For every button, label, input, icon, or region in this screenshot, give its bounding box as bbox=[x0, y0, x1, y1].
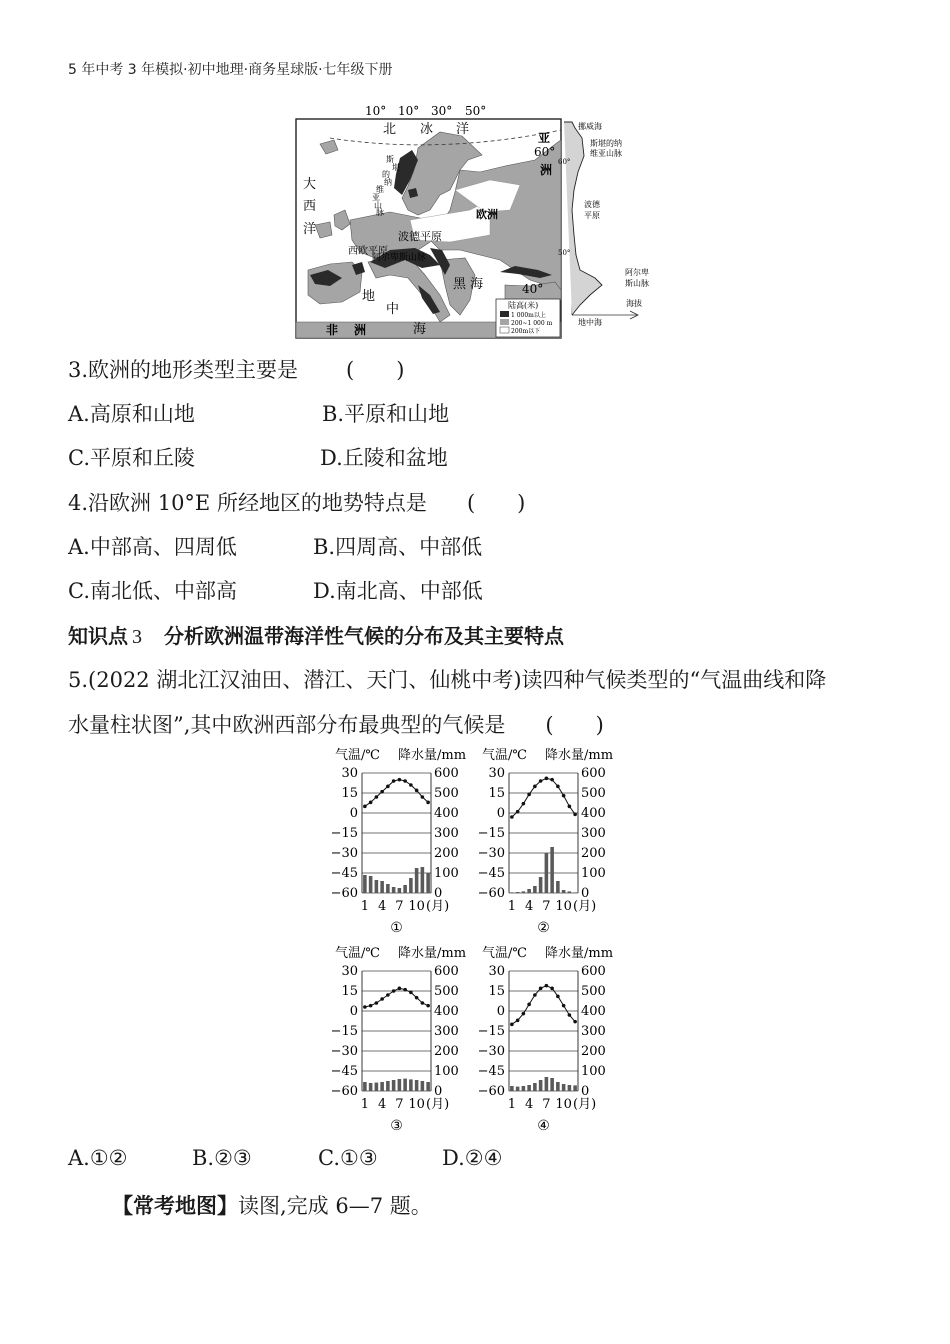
profile-label: 阿尔卑 bbox=[625, 268, 649, 277]
map-label: 纳 bbox=[384, 178, 392, 187]
precip-tick-label: 0 bbox=[581, 886, 590, 901]
temp-point bbox=[369, 1004, 373, 1008]
precip-tick-label: 0 bbox=[434, 1084, 443, 1099]
precip-bar bbox=[568, 1085, 572, 1091]
temp-line bbox=[512, 986, 575, 1025]
precip-tick-label: 600 bbox=[434, 964, 459, 979]
month-tick-label: 7 bbox=[395, 899, 404, 914]
profile-label: 60° bbox=[558, 158, 571, 166]
precip-bar bbox=[545, 853, 549, 893]
profile-label: 波德 bbox=[584, 200, 600, 209]
map-label: 洋 bbox=[303, 222, 317, 237]
precip-tick-label: 400 bbox=[434, 1004, 459, 1019]
temp-tick-label: −15 bbox=[477, 826, 505, 841]
month-tick-label: 10 bbox=[555, 1097, 572, 1112]
month-tick-label: 1 bbox=[507, 1097, 517, 1112]
precip-bar bbox=[556, 1082, 560, 1091]
temp-point bbox=[398, 987, 402, 991]
temp-point bbox=[533, 993, 537, 997]
precip-tick-label: 0 bbox=[434, 886, 443, 901]
precip-bar bbox=[409, 878, 413, 893]
temp-point bbox=[363, 1005, 367, 1009]
precip-tick-label: 300 bbox=[434, 1024, 459, 1039]
map-label: 冰 bbox=[420, 122, 434, 137]
precip-tick-label: 100 bbox=[581, 866, 606, 881]
precip-bar bbox=[562, 1084, 566, 1091]
map-label: 阿尔卑斯山脉 bbox=[372, 253, 427, 263]
precip-tick-label: 300 bbox=[581, 1024, 606, 1039]
temp-point bbox=[409, 991, 413, 995]
temp-point bbox=[375, 1001, 379, 1005]
temp-point bbox=[568, 805, 572, 809]
precip-tick-label: 500 bbox=[581, 984, 606, 999]
temp-point bbox=[421, 795, 425, 799]
profile-label: 地中海 bbox=[578, 318, 602, 327]
precip-tick-label: 600 bbox=[434, 766, 459, 781]
month-tick-label: 1 bbox=[360, 899, 370, 914]
temp-point bbox=[415, 996, 419, 1000]
temp-tick-label: −15 bbox=[330, 826, 358, 841]
map-lon-label: 10° bbox=[365, 104, 387, 118]
map-label: 大 bbox=[303, 177, 317, 192]
map-legend bbox=[496, 299, 560, 337]
precip-tick-label: 600 bbox=[581, 964, 606, 979]
temp-point bbox=[510, 1023, 514, 1027]
precip-bar bbox=[426, 873, 430, 893]
q4-option-c[interactable]: C.南北低、中部高 bbox=[68, 579, 237, 603]
temp-point bbox=[369, 801, 373, 805]
precip-bar bbox=[363, 1082, 367, 1091]
legend-item: 1 000m以上 bbox=[511, 312, 546, 319]
chart-number-label: ② bbox=[537, 920, 550, 936]
map-label: 西欧平原 bbox=[348, 246, 388, 257]
precip-axis-title: 降水量/mm bbox=[398, 946, 467, 961]
precip-bar bbox=[562, 890, 566, 893]
profile-label: 平原 bbox=[584, 211, 600, 220]
precip-tick-label: 600 bbox=[581, 766, 606, 781]
q5-option-c[interactable]: C.①③ bbox=[318, 1146, 378, 1170]
chart-number-label: ③ bbox=[390, 1118, 403, 1134]
precip-bar bbox=[573, 1085, 577, 1091]
temp-tick-label: −45 bbox=[330, 866, 358, 881]
q4-stem-text: 4.沿欧洲 10°E 所经地区的地势特点是 bbox=[68, 491, 427, 515]
temp-point bbox=[403, 779, 407, 783]
precip-bar bbox=[415, 1080, 419, 1091]
temp-tick-label: −30 bbox=[330, 846, 358, 861]
chart-number-label: ④ bbox=[537, 1118, 550, 1134]
month-tick-label: 10 bbox=[555, 899, 572, 914]
temp-point bbox=[522, 1012, 526, 1016]
precip-tick-label: 400 bbox=[434, 806, 459, 821]
month-axis-label: (月) bbox=[573, 1097, 597, 1112]
temp-axis-title: 气温/℃ bbox=[335, 946, 380, 961]
month-axis-label: (月) bbox=[573, 899, 597, 914]
kp-title: 分析欧洲温带海洋性气候的分布及其主要特点 bbox=[164, 624, 564, 648]
temp-point bbox=[398, 778, 402, 782]
map-label: 洋 bbox=[456, 122, 470, 137]
precip-bar bbox=[426, 1082, 430, 1091]
q4-option-b[interactable]: B.四周高、中部低 bbox=[313, 535, 483, 559]
map-label: 脉 bbox=[376, 208, 384, 217]
precip-bar bbox=[409, 1079, 413, 1091]
temp-tick-label: −30 bbox=[477, 1044, 505, 1059]
q4-option-d[interactable]: D.南北高、中部低 bbox=[313, 579, 483, 603]
precip-bar bbox=[510, 892, 514, 893]
profile-label: 50° bbox=[558, 249, 571, 257]
precip-tick-label: 100 bbox=[434, 1064, 459, 1079]
month-tick-label: 4 bbox=[524, 1097, 534, 1112]
map-label: 亚 bbox=[372, 193, 380, 202]
precip-bar bbox=[539, 1080, 543, 1091]
precip-bar bbox=[386, 1081, 390, 1091]
elevation-profile bbox=[558, 121, 649, 327]
map-label: 维 bbox=[376, 185, 384, 194]
temp-point bbox=[426, 801, 430, 805]
precip-tick-label: 400 bbox=[581, 1004, 606, 1019]
q5-stem-line1: 5.(2022 湖北江汉油田、潜江、天门、仙桃中考)读四种气候类型的“气温曲线和降 bbox=[68, 668, 827, 692]
map-label: 斯 bbox=[386, 155, 394, 164]
precip-tick-label: 100 bbox=[581, 1064, 606, 1079]
precip-axis-title: 降水量/mm bbox=[398, 748, 467, 763]
precip-bar bbox=[421, 867, 425, 893]
precip-tick-label: 300 bbox=[434, 826, 459, 841]
temp-tick-label: 30 bbox=[488, 766, 505, 781]
temp-point bbox=[550, 987, 554, 991]
temp-point bbox=[363, 805, 367, 809]
precip-bar bbox=[375, 1083, 379, 1091]
chart-number-label: ① bbox=[390, 920, 403, 936]
map-label: 亚 bbox=[538, 131, 551, 145]
map-label: 海 bbox=[413, 322, 427, 337]
month-tick-label: 1 bbox=[360, 1097, 370, 1112]
kp-label: 知识点 bbox=[68, 624, 128, 648]
q3-answer-blank: ( ) bbox=[346, 358, 405, 382]
q5-stem-line2 bbox=[68, 709, 604, 739]
precip-tick-label: 0 bbox=[581, 1084, 590, 1099]
precip-bar bbox=[398, 888, 402, 893]
q5-answer-blank: ( ) bbox=[545, 713, 604, 737]
precip-tick-label: 500 bbox=[434, 984, 459, 999]
temp-tick-label: −15 bbox=[330, 1024, 358, 1039]
map-prompt bbox=[112, 1190, 432, 1220]
temp-tick-label: 0 bbox=[349, 806, 358, 821]
temp-point bbox=[539, 987, 543, 991]
prompt-text: 读图,完成 6—7 题。 bbox=[238, 1194, 432, 1218]
precip-bar bbox=[392, 887, 396, 893]
legend-title: 陆高(米) bbox=[508, 301, 539, 310]
temp-tick-label: −60 bbox=[330, 1084, 358, 1099]
month-tick-label: 4 bbox=[377, 899, 387, 914]
precip-bar bbox=[369, 1083, 373, 1091]
precip-axis-title: 降水量/mm bbox=[545, 946, 614, 961]
q3-option-d[interactable]: D.丘陵和盆地 bbox=[320, 446, 448, 470]
temp-tick-label: −45 bbox=[330, 1064, 358, 1079]
temp-point bbox=[573, 1020, 577, 1024]
temp-tick-label: 0 bbox=[349, 1004, 358, 1019]
precip-bar bbox=[533, 1083, 537, 1091]
temp-tick-label: 0 bbox=[496, 1004, 505, 1019]
precip-bar bbox=[556, 881, 560, 893]
profile-label: 海拔 bbox=[626, 299, 642, 308]
precip-axis-title: 降水量/mm bbox=[545, 748, 614, 763]
precip-tick-label: 200 bbox=[434, 1044, 459, 1059]
temp-point bbox=[386, 993, 390, 997]
precip-tick-label: 100 bbox=[434, 866, 459, 881]
precip-bar bbox=[380, 1082, 384, 1091]
temp-point bbox=[421, 1001, 425, 1005]
precip-bar bbox=[375, 880, 379, 893]
temp-tick-label: −30 bbox=[330, 1044, 358, 1059]
temp-point bbox=[573, 813, 577, 817]
legend-item: 200~1 000 m bbox=[511, 320, 553, 327]
map-lon-label: 10° bbox=[398, 104, 420, 118]
map-label: 洲 bbox=[540, 163, 553, 177]
map-label: 西 bbox=[303, 199, 317, 214]
temp-point bbox=[516, 810, 520, 814]
temp-point bbox=[568, 1013, 572, 1017]
q5-option-a[interactable]: A.①② bbox=[68, 1146, 128, 1170]
precip-bar bbox=[573, 892, 577, 893]
temp-axis-title: 气温/℃ bbox=[335, 748, 380, 763]
temp-point bbox=[375, 795, 379, 799]
temp-tick-label: 30 bbox=[341, 964, 358, 979]
precip-bar bbox=[369, 876, 373, 893]
month-axis-label: (月) bbox=[426, 899, 450, 914]
map-lon-label: 30° bbox=[431, 104, 453, 118]
europe-map-figure bbox=[290, 100, 670, 342]
temp-point bbox=[409, 783, 413, 787]
page-header: 5 年中考 3 年模拟·初中地理·商务星球版·七年级下册 bbox=[68, 62, 393, 78]
q3-stem bbox=[68, 354, 404, 384]
q5-option-b[interactable]: B.②③ bbox=[192, 1146, 252, 1170]
month-tick-label: 7 bbox=[395, 1097, 404, 1112]
precip-bar bbox=[510, 1086, 514, 1091]
profile-label: 挪威海 bbox=[578, 122, 602, 131]
precip-bar bbox=[539, 877, 543, 893]
map-label: 洲 bbox=[354, 323, 367, 337]
temp-point bbox=[426, 1004, 430, 1008]
precip-tick-label: 500 bbox=[581, 786, 606, 801]
month-tick-label: 10 bbox=[408, 1097, 425, 1112]
temp-point bbox=[533, 785, 537, 789]
temp-tick-label: −60 bbox=[477, 886, 505, 901]
precip-tick-label: 200 bbox=[581, 846, 606, 861]
temp-point bbox=[527, 1003, 531, 1007]
month-tick-label: 1 bbox=[507, 899, 517, 914]
precip-bar bbox=[516, 892, 520, 893]
precip-tick-label: 400 bbox=[581, 806, 606, 821]
knowledge-point-heading bbox=[68, 620, 564, 649]
precip-tick-label: 300 bbox=[581, 826, 606, 841]
temp-point bbox=[550, 778, 554, 782]
temp-tick-label: −45 bbox=[477, 1064, 505, 1079]
map-label: 堪 bbox=[392, 163, 400, 172]
temp-line bbox=[512, 778, 575, 817]
precip-bar bbox=[380, 881, 384, 893]
q5-stem-text: 水量柱状图”,其中欧洲西部分布最典型的气候是 bbox=[68, 713, 506, 737]
map-label: 60° bbox=[534, 145, 556, 159]
temp-axis-title: 气温/℃ bbox=[482, 748, 527, 763]
temp-point bbox=[562, 794, 566, 798]
precip-tick-label: 200 bbox=[434, 846, 459, 861]
temp-tick-label: −60 bbox=[477, 1084, 505, 1099]
temp-tick-label: −15 bbox=[477, 1024, 505, 1039]
q3-option-b[interactable]: B.平原和山地 bbox=[322, 402, 450, 426]
month-tick-label: 7 bbox=[542, 1097, 551, 1112]
temp-point bbox=[539, 779, 543, 783]
temp-point bbox=[510, 815, 514, 819]
temp-tick-label: 15 bbox=[488, 984, 505, 999]
precip-bar bbox=[568, 891, 572, 893]
month-tick-label: 4 bbox=[524, 899, 534, 914]
temp-tick-label: −60 bbox=[330, 886, 358, 901]
precip-bar bbox=[403, 885, 407, 893]
temp-point bbox=[392, 779, 396, 783]
profile-label: 维亚山脉 bbox=[590, 149, 622, 158]
temp-point bbox=[545, 984, 549, 988]
map-label: 40° bbox=[522, 282, 544, 296]
month-tick-label: 7 bbox=[542, 899, 551, 914]
precip-bar bbox=[550, 847, 554, 893]
temp-tick-label: 15 bbox=[488, 786, 505, 801]
q4-stem bbox=[68, 487, 525, 517]
temp-point bbox=[380, 790, 384, 794]
map-label: 山 bbox=[374, 201, 382, 210]
month-tick-label: 4 bbox=[377, 1097, 387, 1112]
temp-tick-label: −45 bbox=[477, 866, 505, 881]
map-label: 北 bbox=[383, 122, 397, 137]
month-tick-label: 10 bbox=[408, 899, 425, 914]
temp-point bbox=[415, 789, 419, 793]
temp-tick-label: 15 bbox=[341, 984, 358, 999]
climate-charts bbox=[326, 740, 626, 1140]
precip-bar bbox=[392, 1080, 396, 1091]
precip-bar bbox=[522, 1086, 526, 1091]
temp-point bbox=[556, 785, 560, 789]
map-label: 欧洲 bbox=[476, 208, 498, 221]
temp-point bbox=[392, 989, 396, 993]
temp-point bbox=[545, 777, 549, 781]
map-label: 的 bbox=[382, 170, 390, 179]
temp-point bbox=[522, 802, 526, 806]
profile-label: 斯堪的纳 bbox=[590, 139, 622, 148]
temp-tick-label: −30 bbox=[477, 846, 505, 861]
map-label: 波德平原 bbox=[398, 230, 442, 243]
kp-number: 3 bbox=[132, 626, 142, 648]
q3-option-c[interactable]: C.平原和丘陵 bbox=[68, 446, 195, 470]
map-label: 中 bbox=[386, 302, 400, 317]
q3-option-a[interactable]: A.高原和山地 bbox=[68, 402, 195, 426]
temp-point bbox=[556, 995, 560, 999]
map-label: 非 bbox=[326, 323, 339, 337]
prompt-bracket: 【常考地图】 bbox=[112, 1194, 238, 1218]
temp-point bbox=[527, 793, 531, 797]
temp-point bbox=[380, 997, 384, 1001]
temp-point bbox=[386, 785, 390, 789]
temp-tick-label: 0 bbox=[496, 806, 505, 821]
temp-axis-title: 气温/℃ bbox=[482, 946, 527, 961]
temp-tick-label: 30 bbox=[341, 766, 358, 781]
precip-tick-label: 500 bbox=[434, 786, 459, 801]
precip-bar bbox=[533, 886, 537, 893]
precip-bar bbox=[527, 1085, 531, 1091]
q4-option-a[interactable]: A.中部高、四周低 bbox=[68, 535, 237, 559]
q3-stem-text: 3.欧洲的地形类型主要是 bbox=[68, 358, 299, 382]
legend-item: 200m以下 bbox=[511, 328, 541, 335]
profile-label: 斯山脉 bbox=[625, 279, 649, 288]
precip-bar bbox=[363, 875, 367, 893]
q5-option-d[interactable]: D.②④ bbox=[442, 1146, 503, 1170]
temp-point bbox=[516, 1019, 520, 1023]
precip-bar bbox=[398, 1079, 402, 1091]
q4-answer-blank: ( ) bbox=[466, 491, 526, 515]
precip-bar bbox=[516, 1087, 520, 1091]
precip-bar bbox=[522, 891, 526, 893]
precip-bar bbox=[527, 889, 531, 893]
precip-bar bbox=[386, 884, 390, 893]
precip-bar bbox=[403, 1079, 407, 1091]
precip-bar bbox=[415, 868, 419, 893]
temp-tick-label: 15 bbox=[341, 786, 358, 801]
map-label: 黑 海 bbox=[453, 277, 484, 292]
precip-bar bbox=[545, 1077, 549, 1091]
map-label: 地 bbox=[362, 289, 376, 304]
precip-bar bbox=[421, 1081, 425, 1091]
temp-point bbox=[403, 988, 407, 992]
precip-tick-label: 200 bbox=[581, 1044, 606, 1059]
temp-point bbox=[562, 1004, 566, 1008]
precip-bar bbox=[550, 1078, 554, 1091]
map-lon-label: 50° bbox=[465, 104, 487, 118]
month-axis-label: (月) bbox=[426, 1097, 450, 1112]
temp-tick-label: 30 bbox=[488, 964, 505, 979]
